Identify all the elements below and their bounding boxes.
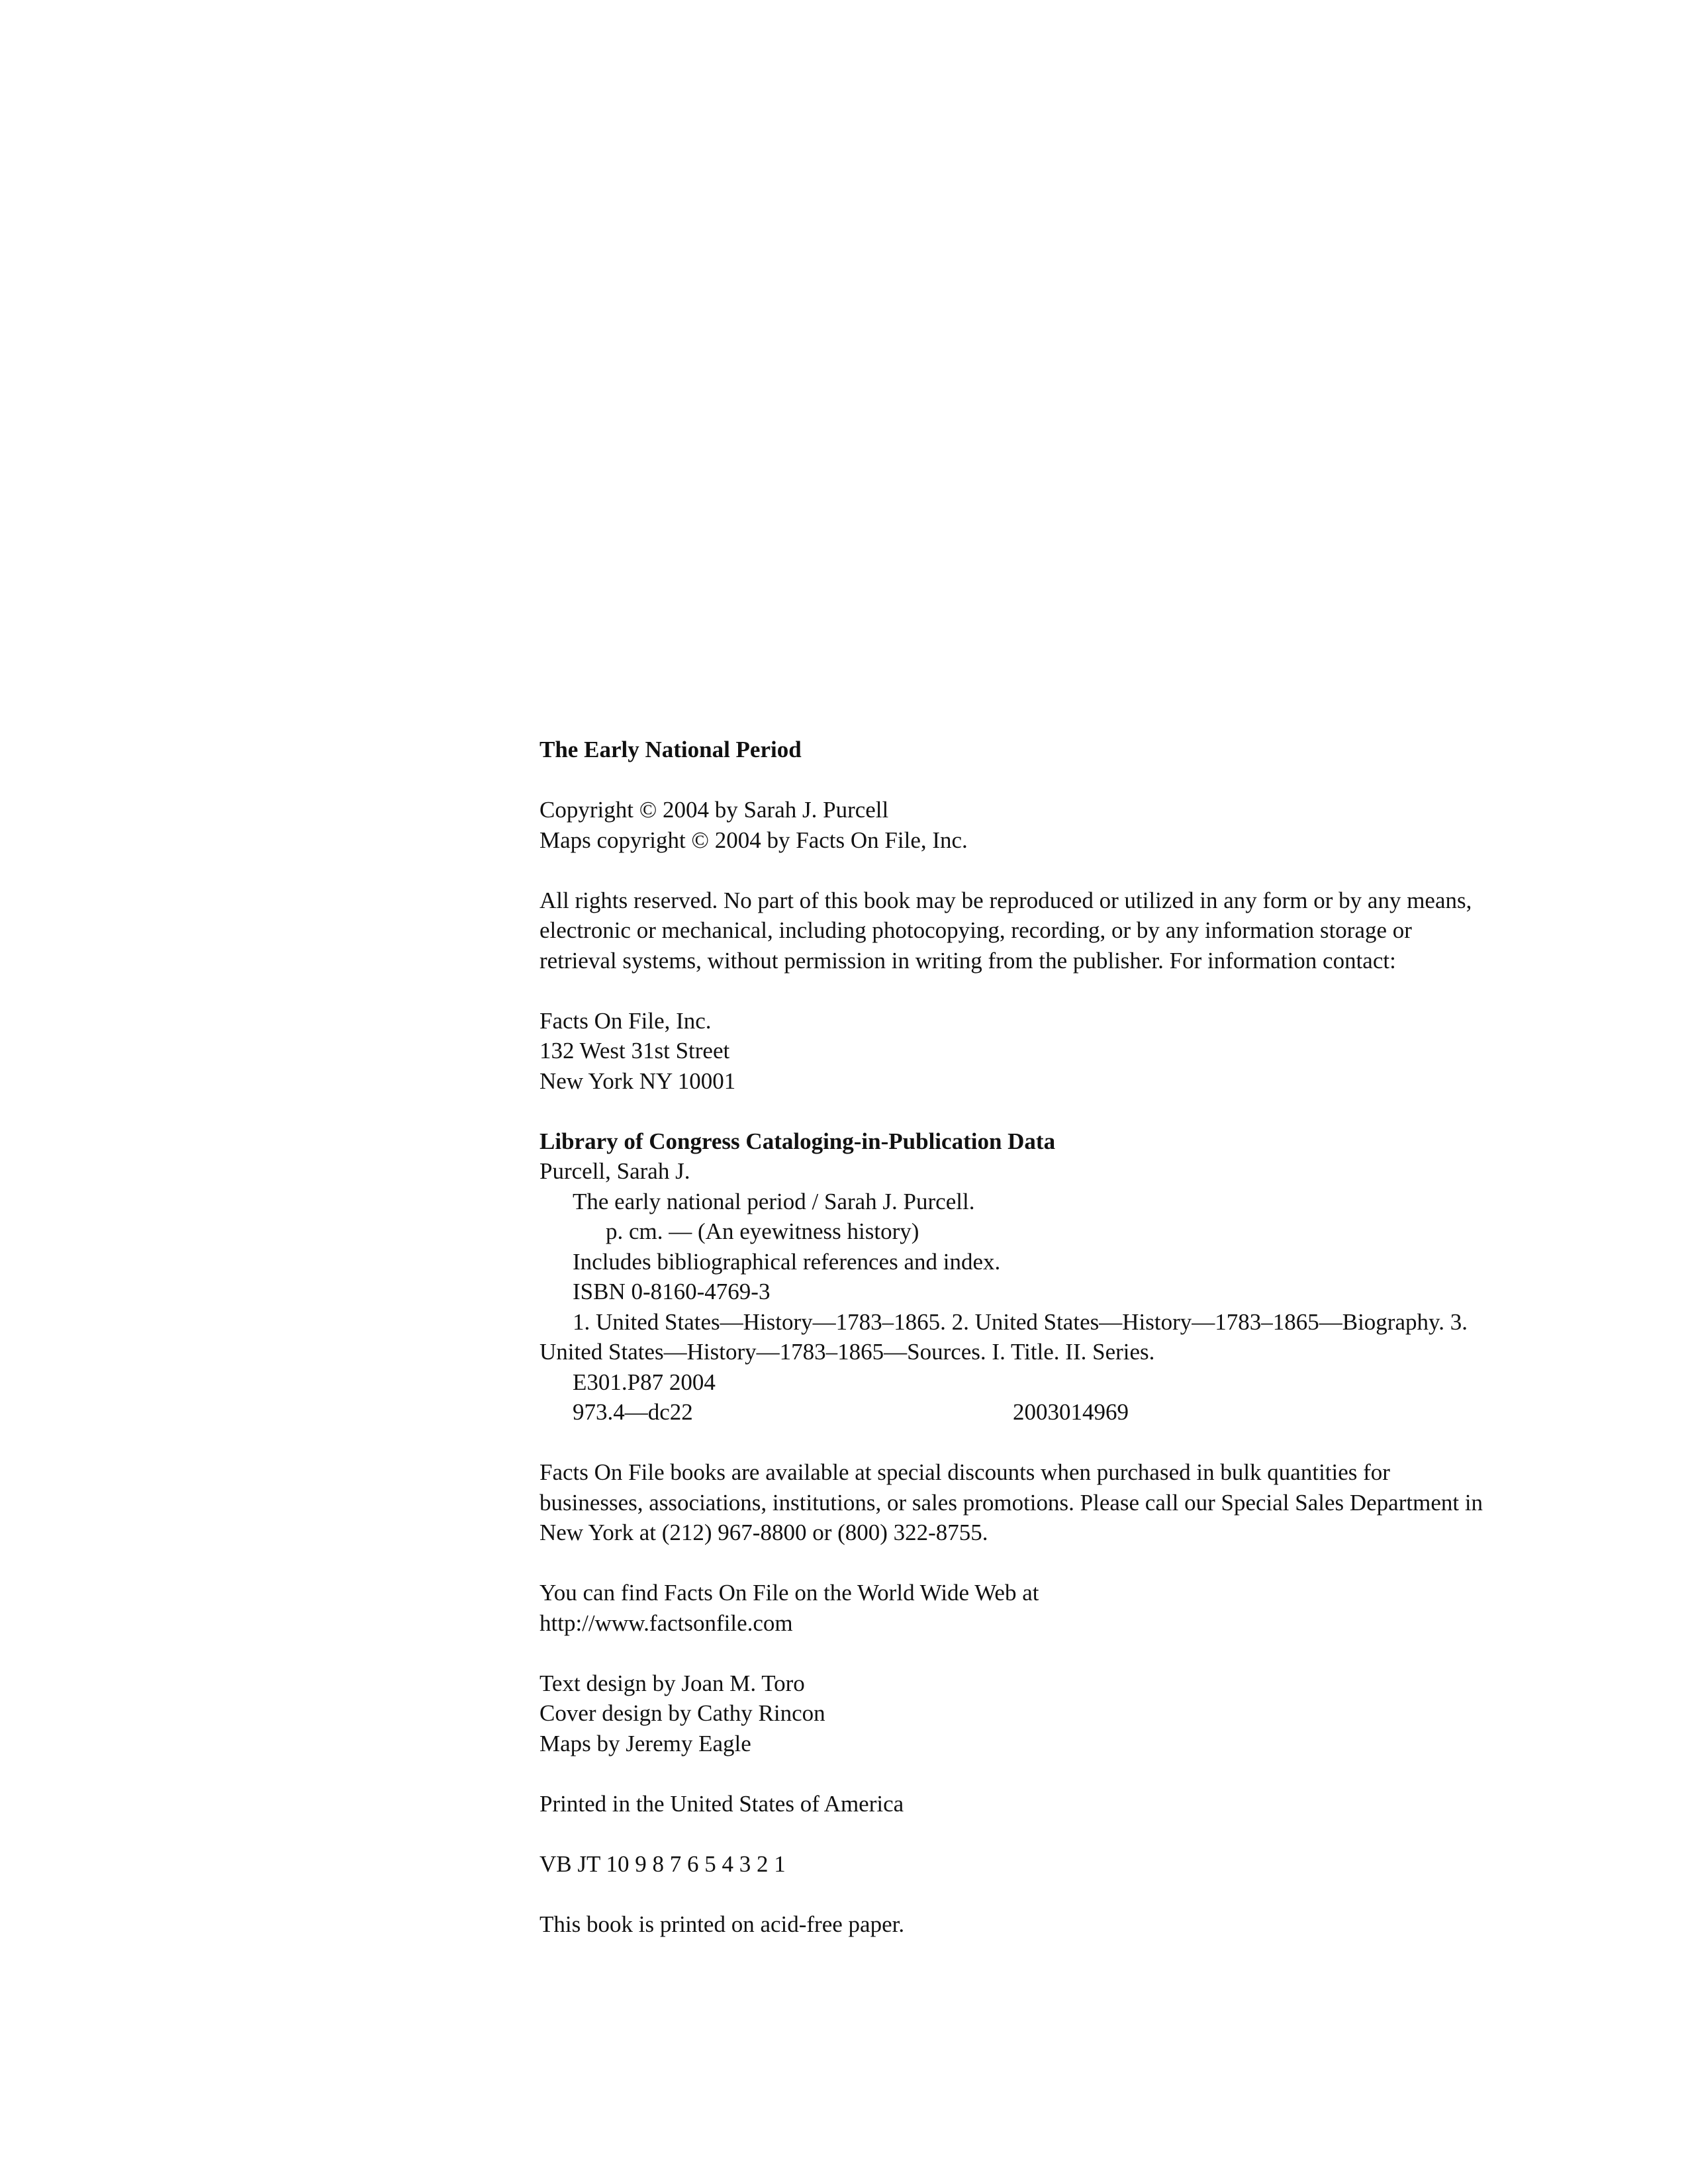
- web-block: [539, 1578, 1546, 1638]
- paper-note: This book is printed on acid-free paper.: [539, 1911, 905, 1937]
- cip-call-number: E301.P87 2004: [573, 1369, 716, 1395]
- cover-design-credit: Cover design by Cathy Rincon: [539, 1700, 825, 1726]
- cip-lccn: 2003014969: [1013, 1399, 1129, 1425]
- web-url: http://www.factsonfile.com: [539, 1610, 793, 1636]
- sales-line: New York at (212) 967-8800 or (800) 322-8755.: [539, 1520, 988, 1545]
- sales-line: Facts On File books are available at special discounts when purchased in bulk quantities for: [539, 1459, 1390, 1485]
- publisher-city: New York NY 10001: [539, 1068, 736, 1094]
- rights-line: All rights reserved. No part of this book may be reproduced or utilized in any form or by any means,: [539, 887, 1472, 913]
- cip-heading: Library of Congress Cataloging-in-Publication Data: [539, 1128, 1056, 1154]
- text-design-credit: Text design by Joan M. Toro: [539, 1670, 805, 1696]
- maps-credit: Maps by Jeremy Eagle: [539, 1730, 751, 1756]
- spacer: [539, 1879, 1546, 1909]
- spacer: [539, 1548, 1546, 1578]
- rights-line: retrieval systems, without permission in writing from the publisher. For information contact:: [539, 947, 1396, 974]
- cip-dewey: 973.4—dc22: [573, 1399, 693, 1425]
- web-intro: You can find Facts On File on the World Wide Web at: [539, 1580, 1039, 1606]
- cip-pages: p. cm. — (An eyewitness history): [606, 1218, 919, 1244]
- sales-line: businesses, associations, institutions, or sales promotions. Please call our Special Sales Department in: [539, 1489, 1483, 1516]
- publisher-name: Facts On File, Inc.: [539, 1007, 712, 1034]
- spacer: [539, 1819, 1546, 1849]
- spacer: [539, 855, 1546, 886]
- book-title: The Early National Period: [539, 737, 802, 762]
- cip-isbn: ISBN 0-8160-4769-3: [573, 1279, 771, 1304]
- maps-copyright-line: Maps copyright © 2004 by Facts On File, Inc.: [539, 827, 968, 853]
- cip-block: [539, 1126, 1546, 1428]
- spacer: [539, 976, 1546, 1006]
- cip-includes: Includes bibliographical references and index.: [573, 1248, 1001, 1275]
- publisher-address: [539, 1006, 1546, 1097]
- cip-title: The early national period / Sarah J. Purcell.: [573, 1188, 975, 1214]
- rights-line: electronic or mechanical, including photocopying, recording, or by any information storage or: [539, 917, 1412, 943]
- credits-block: [539, 1668, 1546, 1759]
- sales-block: [539, 1457, 1546, 1548]
- spacer: [539, 1638, 1546, 1668]
- spacer: [539, 1428, 1546, 1458]
- spacer: [539, 1096, 1546, 1126]
- rights-block: [539, 886, 1546, 976]
- publisher-street: 132 West 31st Street: [539, 1038, 730, 1064]
- copyright-page: [539, 735, 1546, 1939]
- spacer: [539, 1758, 1546, 1789]
- printed-in: Printed in the United States of America: [539, 1790, 904, 1817]
- copyright-block: [539, 795, 1546, 855]
- cip-subjects: 1. United States—History—1783–1865. 2. United States—History—1783–1865—Biography. 3.: [573, 1308, 1468, 1335]
- cip-subjects-continued: United States—History—1783–1865—Sources. I. Title. II. Series.: [539, 1339, 1155, 1365]
- spacer: [539, 765, 1546, 796]
- cip-author: Purcell, Sarah J.: [539, 1158, 690, 1184]
- cip-classification-row: [539, 1397, 1546, 1428]
- print-line: VB JT 10 9 8 7 6 5 4 3 2 1: [539, 1850, 786, 1877]
- copyright-line: Copyright © 2004 by Sarah J. Purcell: [539, 797, 889, 823]
